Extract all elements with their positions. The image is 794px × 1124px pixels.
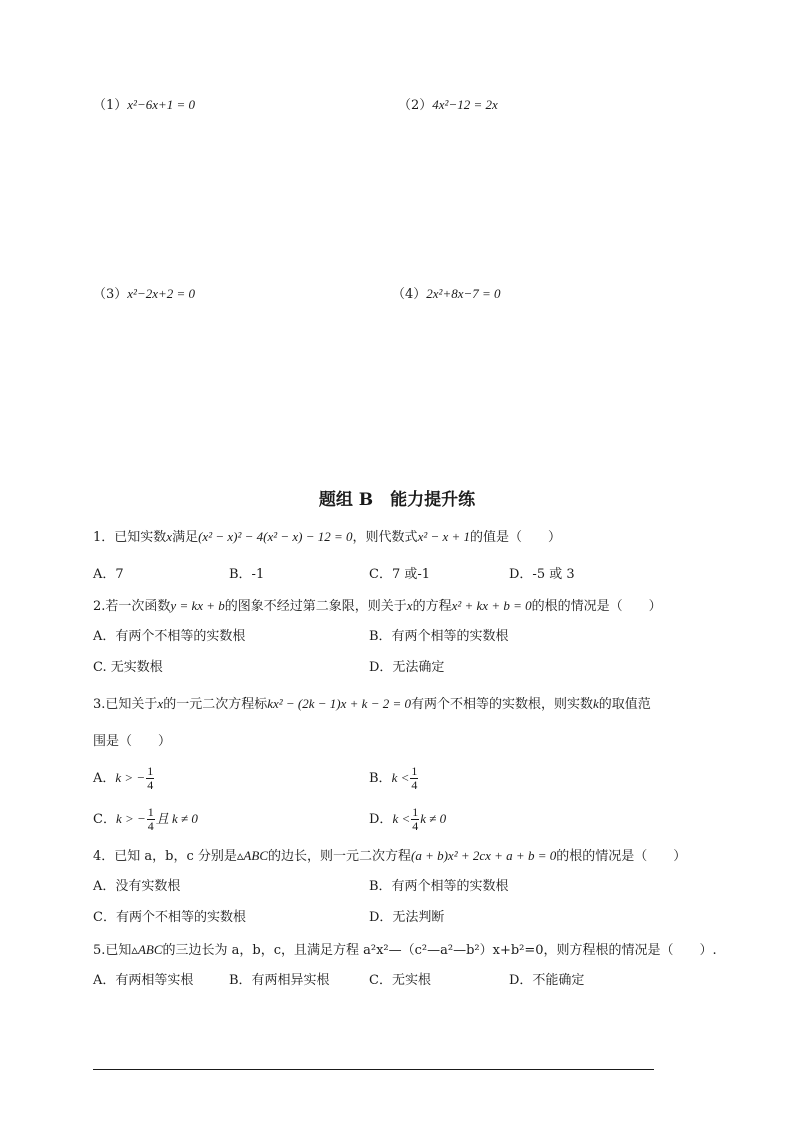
question-2 — [93, 597, 662, 616]
section-heading: 题组 B 能力提升练 — [318, 490, 476, 510]
question-3-text: 已知关于 — [105, 697, 158, 712]
exercise-1-equation: x²−6x+1 = 0 — [127, 97, 196, 112]
option-lhs: k < — [392, 811, 411, 826]
option-lhs: k > − — [115, 811, 146, 826]
fraction-denominator: 4 — [147, 819, 154, 833]
question-5-option-c[interactable]: C．无实根 — [369, 973, 431, 988]
exercise-2-equation: 4x²−12 = 2x — [432, 97, 498, 112]
question-2-option-a[interactable]: A．有两个不相等的实数根 — [93, 629, 246, 644]
question-2-text-mid: 的图象不经过第二象限，则关于 — [224, 599, 407, 614]
question-3-option-c[interactable] — [93, 806, 198, 833]
option-label: B． — [369, 771, 392, 786]
question-4-option-b[interactable]: B．有两个相等的实数根 — [369, 879, 509, 894]
question-5 — [93, 941, 717, 960]
fraction-numerator: 1 — [147, 805, 154, 819]
question-2-option-d[interactable]: D．无法确定 — [369, 660, 445, 675]
question-4-option-a[interactable]: A．没有实数根 — [93, 879, 181, 894]
question-2-var: x — [406, 598, 413, 613]
question-4-text: 已知 a，b，c 分别是 — [114, 849, 237, 864]
question-1-option-b[interactable]: B．-1 — [229, 567, 265, 582]
question-3-text-end: 的取值范 — [598, 697, 651, 712]
question-3-option-b[interactable] — [369, 765, 419, 792]
question-3-var: x — [157, 696, 164, 711]
exercise-2 — [398, 96, 498, 115]
fraction-numerator: 1 — [411, 764, 418, 778]
question-3-number: 3. — [93, 697, 106, 712]
question-1-var: x — [166, 529, 173, 544]
exercise-1-number: （1） — [93, 98, 128, 113]
question-1-text-post: ，则代数式 — [352, 530, 418, 545]
question-1-option-c[interactable]: C．7 或-1 — [369, 567, 431, 582]
question-1-option-a[interactable]: A．7 — [93, 567, 124, 582]
option-tail: k ≠ 0 — [420, 811, 447, 826]
question-4-triangle: ▵ABC — [236, 848, 268, 863]
exercise-1 — [93, 96, 195, 115]
fraction-denominator: 4 — [411, 778, 418, 792]
fraction — [411, 806, 419, 833]
exercise-4 — [392, 285, 501, 304]
question-3-line2: 围是（ ） — [93, 734, 172, 749]
question-2-text: 若一次函数 — [105, 599, 171, 614]
exercise-3 — [93, 285, 195, 304]
question-3-equation: kx² − (2k − 1)x + k − 2 = 0 — [267, 696, 411, 711]
question-1-text-end: 的值是（ ） — [470, 530, 562, 545]
question-1-text-mid: 满足 — [172, 530, 199, 545]
question-4 — [93, 847, 686, 866]
question-1-expression: x² − x + 1 — [417, 529, 471, 544]
question-5-text-mid: 的三边长为 a，b，c，且满足方程 a²x²—（c²—a²—b²）x+b²=0，则方程根的情况是（ ）. — [162, 943, 717, 958]
question-1 — [93, 528, 561, 547]
question-3 — [93, 695, 651, 714]
question-2-text-mid2: 的方程 — [412, 599, 452, 614]
question-5-option-b[interactable]: B．有两相异实根 — [229, 973, 330, 988]
question-2-text-end: 的根的情况是（ ） — [531, 599, 662, 614]
option-tail: 且 k ≠ 0 — [155, 811, 198, 826]
question-4-option-c[interactable]: C．有两个不相等的实数根 — [93, 910, 246, 925]
fraction-numerator: 1 — [147, 764, 154, 778]
question-2-option-c[interactable]: C. 无实数根 — [93, 660, 163, 675]
question-3-text-post: 有两个不相等的实数根，则实数 — [411, 697, 594, 712]
option-lhs: k < — [391, 770, 410, 785]
fraction-denominator: 4 — [147, 778, 154, 792]
option-label: A． — [93, 771, 116, 786]
fraction-denominator: 4 — [412, 819, 419, 833]
question-3-option-a[interactable] — [93, 765, 155, 792]
exercise-2-number: （2） — [398, 98, 433, 113]
exercise-4-number: （4） — [392, 287, 427, 302]
footer-divider — [93, 1069, 654, 1070]
option-lhs: k > − — [115, 770, 146, 785]
question-5-number: 5. — [93, 943, 106, 958]
question-4-text-mid: 的边长，则一元二次方程 — [267, 849, 411, 864]
question-3-text-mid: 的一元二次方程标 — [163, 697, 268, 712]
question-2-number: 2. — [93, 599, 106, 614]
exercise-3-equation: x²−2x+2 = 0 — [127, 286, 196, 301]
question-5-text: 已知 — [105, 943, 132, 958]
question-1-text: 已知实数 — [114, 530, 167, 545]
question-1-option-d[interactable]: D．-5 或 3 — [509, 567, 575, 582]
question-3-var-k: k — [593, 696, 599, 711]
question-5-triangle: ▵ABC — [131, 942, 163, 957]
option-label: C． — [93, 812, 116, 827]
question-5-option-a[interactable]: A．有两相等实根 — [93, 973, 194, 988]
question-4-text-end: 的根的情况是（ ） — [556, 849, 687, 864]
exercise-3-number: （3） — [93, 287, 128, 302]
question-3-option-d[interactable] — [369, 806, 446, 833]
question-2-equation: x² + kx + b = 0 — [451, 598, 532, 613]
option-label: D． — [369, 812, 393, 827]
fraction-numerator: 1 — [412, 805, 419, 819]
question-5-option-d[interactable]: D．不能确定 — [509, 973, 585, 988]
question-1-number: 1． — [93, 530, 115, 545]
fraction — [147, 806, 155, 833]
question-4-option-d[interactable]: D．无法判断 — [369, 910, 445, 925]
fraction — [410, 765, 418, 792]
question-4-number: 4． — [93, 849, 115, 864]
question-4-equation: (a + b)x² + 2cx + a + b = 0 — [411, 848, 557, 863]
question-2-option-b[interactable]: B．有两个相等的实数根 — [369, 629, 509, 644]
question-1-equation: (x² − x)² − 4(x² − x) − 12 = 0 — [198, 529, 353, 544]
question-2-function: y = kx + b — [170, 598, 225, 613]
fraction — [146, 765, 154, 792]
exercise-4-equation: 2x²+8x−7 = 0 — [426, 286, 501, 301]
